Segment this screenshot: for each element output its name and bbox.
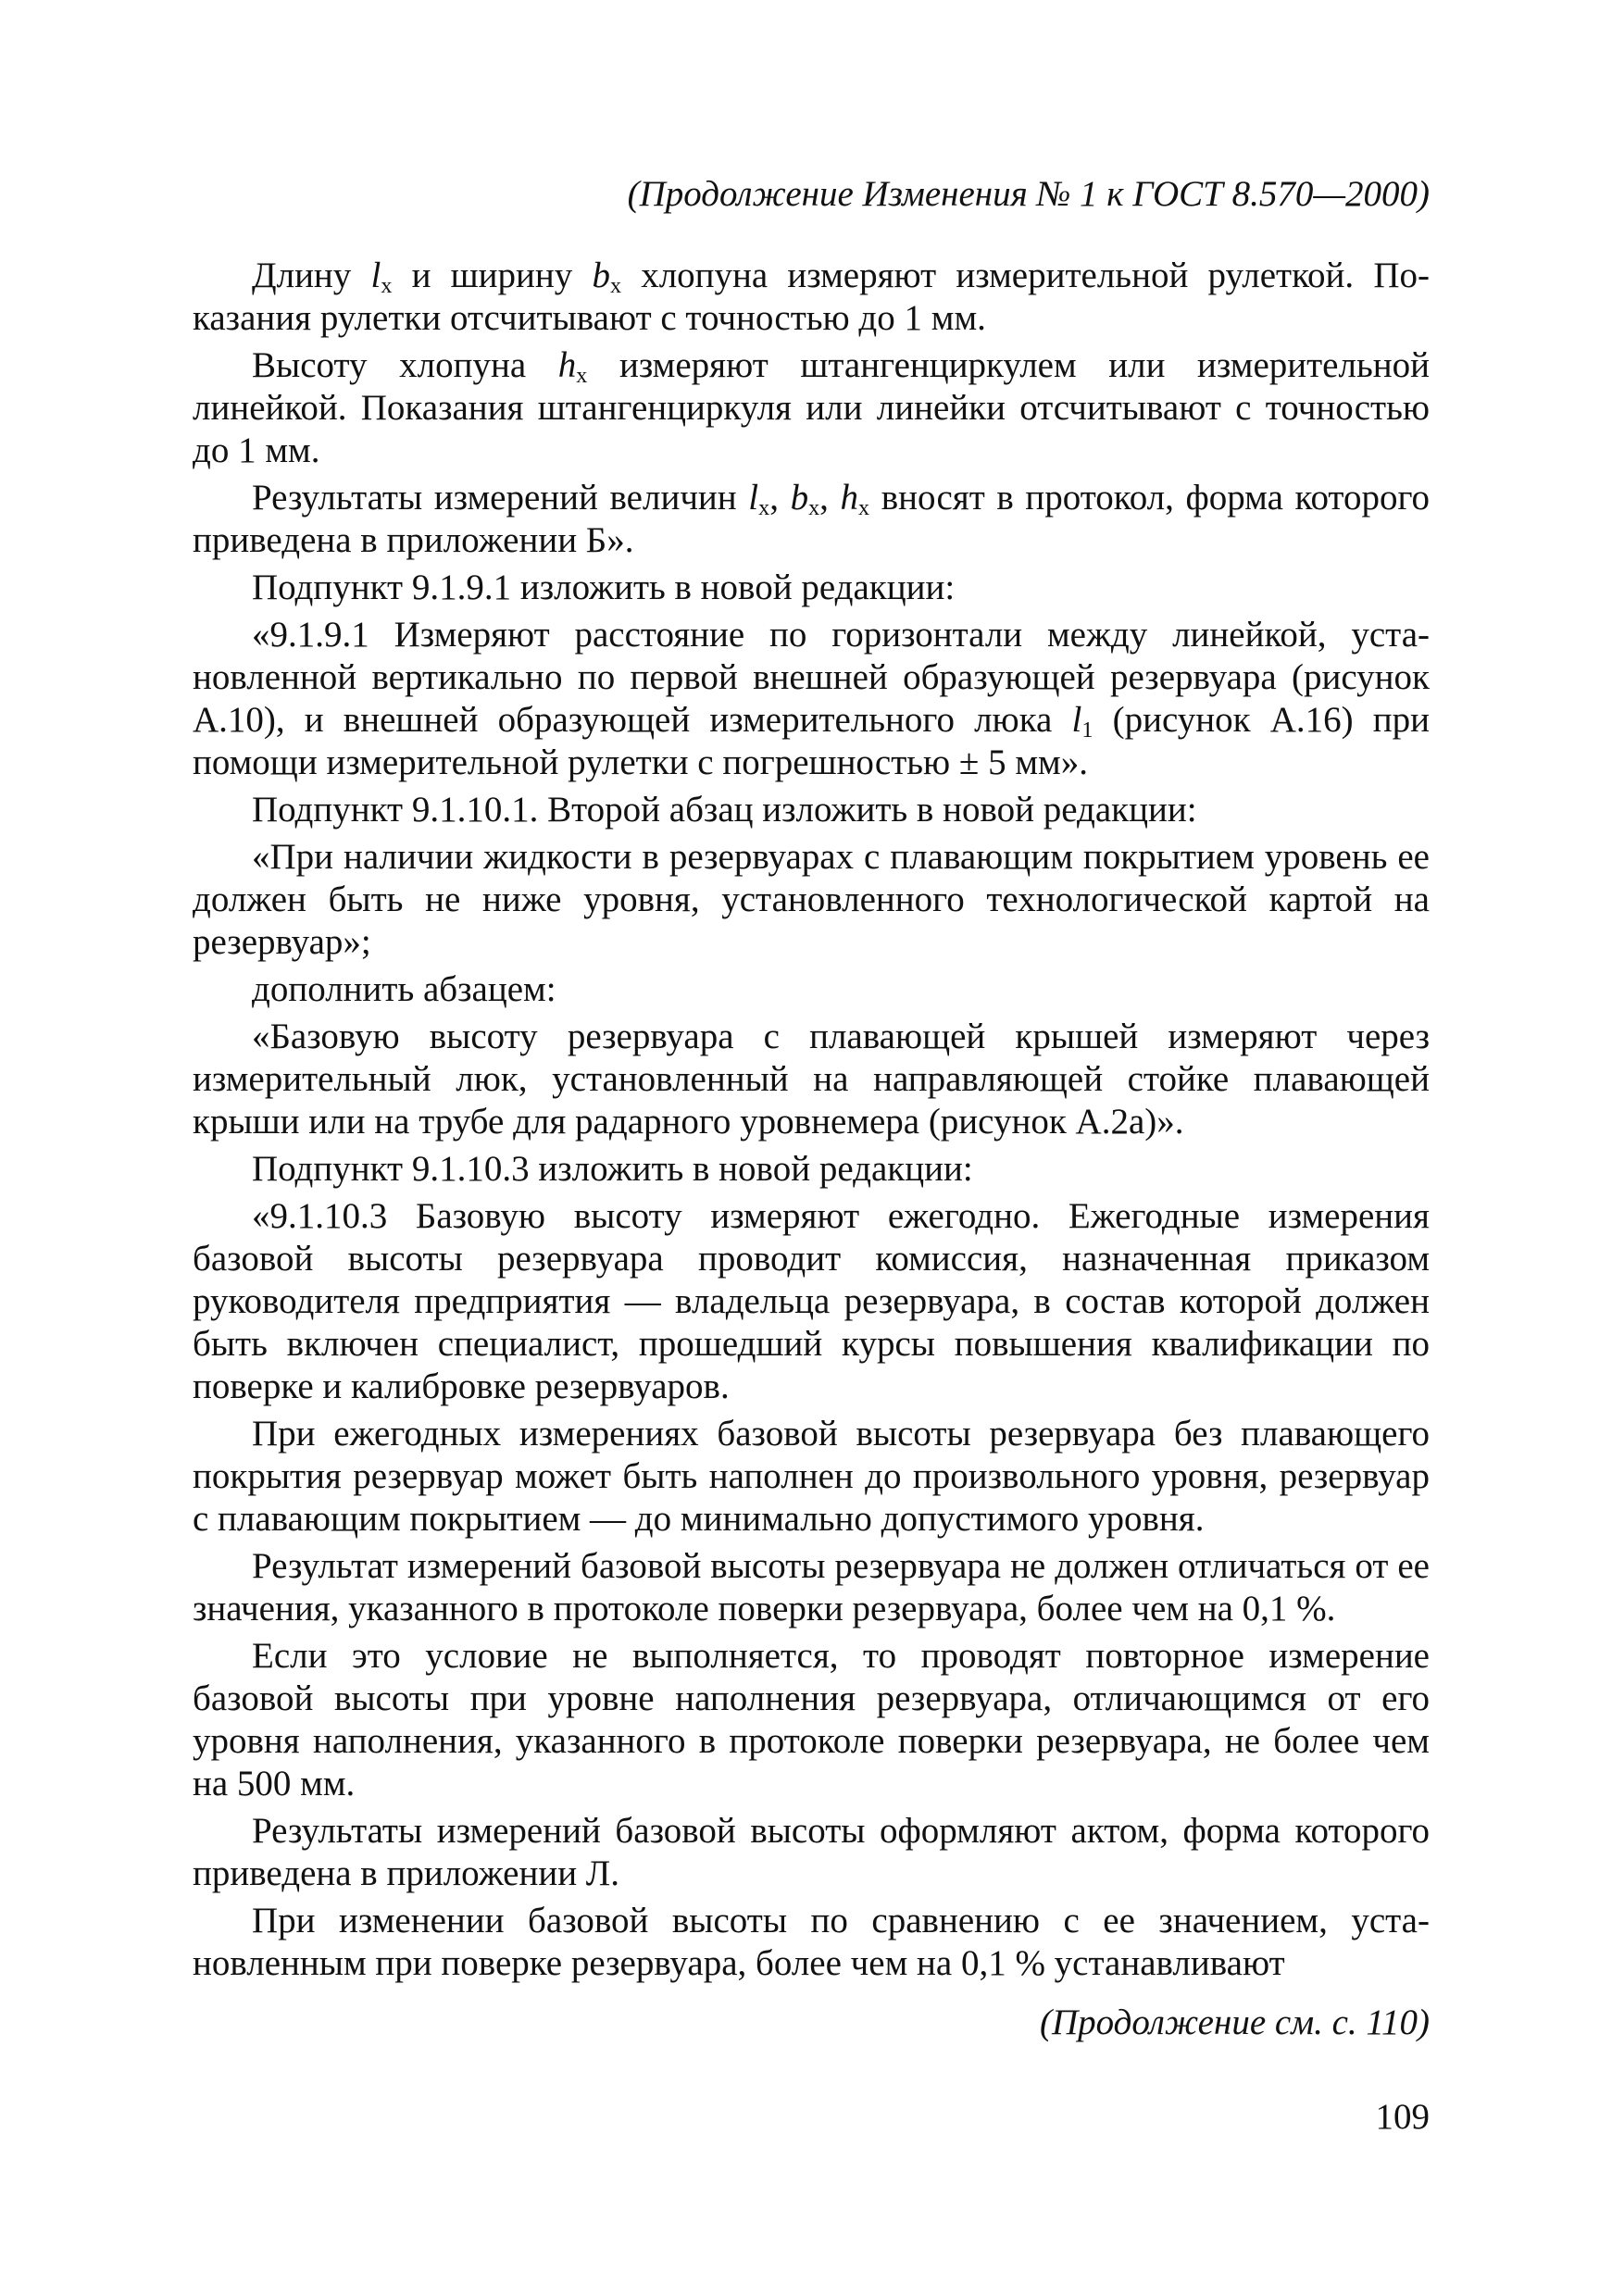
paragraph-base-height-floating-roof: «Базовую высоту резервуара с плавающей крышей измеряют через измерительный люк, установленный на направляющей стойке плавающей крыши или на трубе для радарного уровнемера (рисунок А.2а)».	[193, 1017, 1430, 1142]
symbol-b-x: $b_x$	[592, 256, 622, 299]
symbol-b-x: $b_x$	[790, 478, 820, 521]
paragraph-add-clause: дополнить абзацем:	[252, 969, 556, 1009]
paragraph-act-form: Результаты измерений базовой высоты оформляют актом, форма которого приведена в приложении Л.	[193, 1811, 1430, 1893]
page-header: (Продолжение Изменения № 1 к ГОСТ 8.570—2000)	[627, 174, 1430, 214]
paragraph-length-width: Длину $l_x$ и ширину $b_x$ хлопуна измеряют измерительной рулеткой. Показания рулетки отсчитывают с точностью до 1 мм.	[193, 256, 1430, 338]
document-body	[193, 255, 1430, 1990]
paragraph-repeat-measurement: Если это условие не выполняется, то проводят повторное измерение базовой высоты при уровне наполнения резервуара, отличающимся от его уровня наполнения, указанного в протоколе поверки резервуара, не более чем на 500 мм.	[193, 1636, 1430, 1803]
paragraph-9-1-10-3-text: «9.1.10.3 Базовую высоту измеряют ежегодно. Ежегодные измерения базовой высоты резервуара проводит комиссия, назначенная приказом руководителя предприятия — владельца резервуара, в состав которой должен быть включен специалист, прошедший курсы повышения квалификации по поверке и калибровке резервуаров.	[193, 1196, 1430, 1406]
symbol-l-1: $l_1$	[1071, 700, 1093, 743]
continuation-note: (Продолжение см. с. 110)	[1040, 2003, 1430, 2042]
symbol-h-x: $h_x$	[840, 478, 870, 521]
symbol-l-x: $l_x$	[370, 256, 393, 299]
paragraph-liquid-level: «При наличии жидкости в резервуарах с плавающим покрытием уровень ее должен быть не ниже уровня, установленного технологической картой на резервуар»;	[193, 837, 1430, 962]
page-number: 109	[1375, 2097, 1430, 2137]
document-page	[193, 0, 1430, 2296]
paragraph-results: Результаты измерений величин $l_x$, $b_x$, $h_x$ вносят в протокол, форма которого приведена в приложении Б».	[193, 478, 1430, 560]
paragraph-result-deviation: Результат измерений базовой высоты резервуара не должен отличаться от ее значения, указанного в протоколе поверки резервуара, более чем на 0,1 %.	[193, 1546, 1430, 1628]
paragraph-annual-measurements: При ежегодных измерениях базовой высоты резервуара без плавающего покрытия резервуар может быть наполнен до произвольного уровня, резервуар с плавающим покрытием — до минимально допустимого уровня.	[193, 1414, 1430, 1539]
symbol-h-x: $h_x$	[557, 345, 588, 389]
paragraph-subclause-9-1-10-1: Подпункт 9.1.10.1. Второй абзац изложить в новой редакции:	[252, 790, 1197, 830]
paragraph-height-change: При изменении базовой высоты по сравнению с ее значением, установленным при поверке резервуара, более чем на 0,1 % устанавливают	[193, 1901, 1430, 1983]
paragraph-height: Высоту хлопуна $h_x$ измеряют штангенциркулем или измерительной линейкой. Показания штангенциркуля или линейки отсчитывают с точностью до 1 мм.	[193, 345, 1430, 470]
symbol-l-x: $l_x$	[748, 478, 770, 521]
paragraph-subclause-9-1-10-3: Подпункт 9.1.10.3 изложить в новой редакции:	[252, 1149, 973, 1189]
paragraph-subclause-9-1-9-1: Подпункт 9.1.9.1 изложить в новой редакции:	[252, 568, 956, 607]
paragraph-9-1-9-1-text: «9.1.9.1 Измеряют расстояние по горизонтали между линейкой, установленной вертикально по первой внешней образующей резервуара (рисунок А.10), и внешней образующей измерительного люка $l_1$ (рисунок А.16) при помощи измерительной рулетки с погрешностью ± 5 мм».	[193, 615, 1431, 782]
